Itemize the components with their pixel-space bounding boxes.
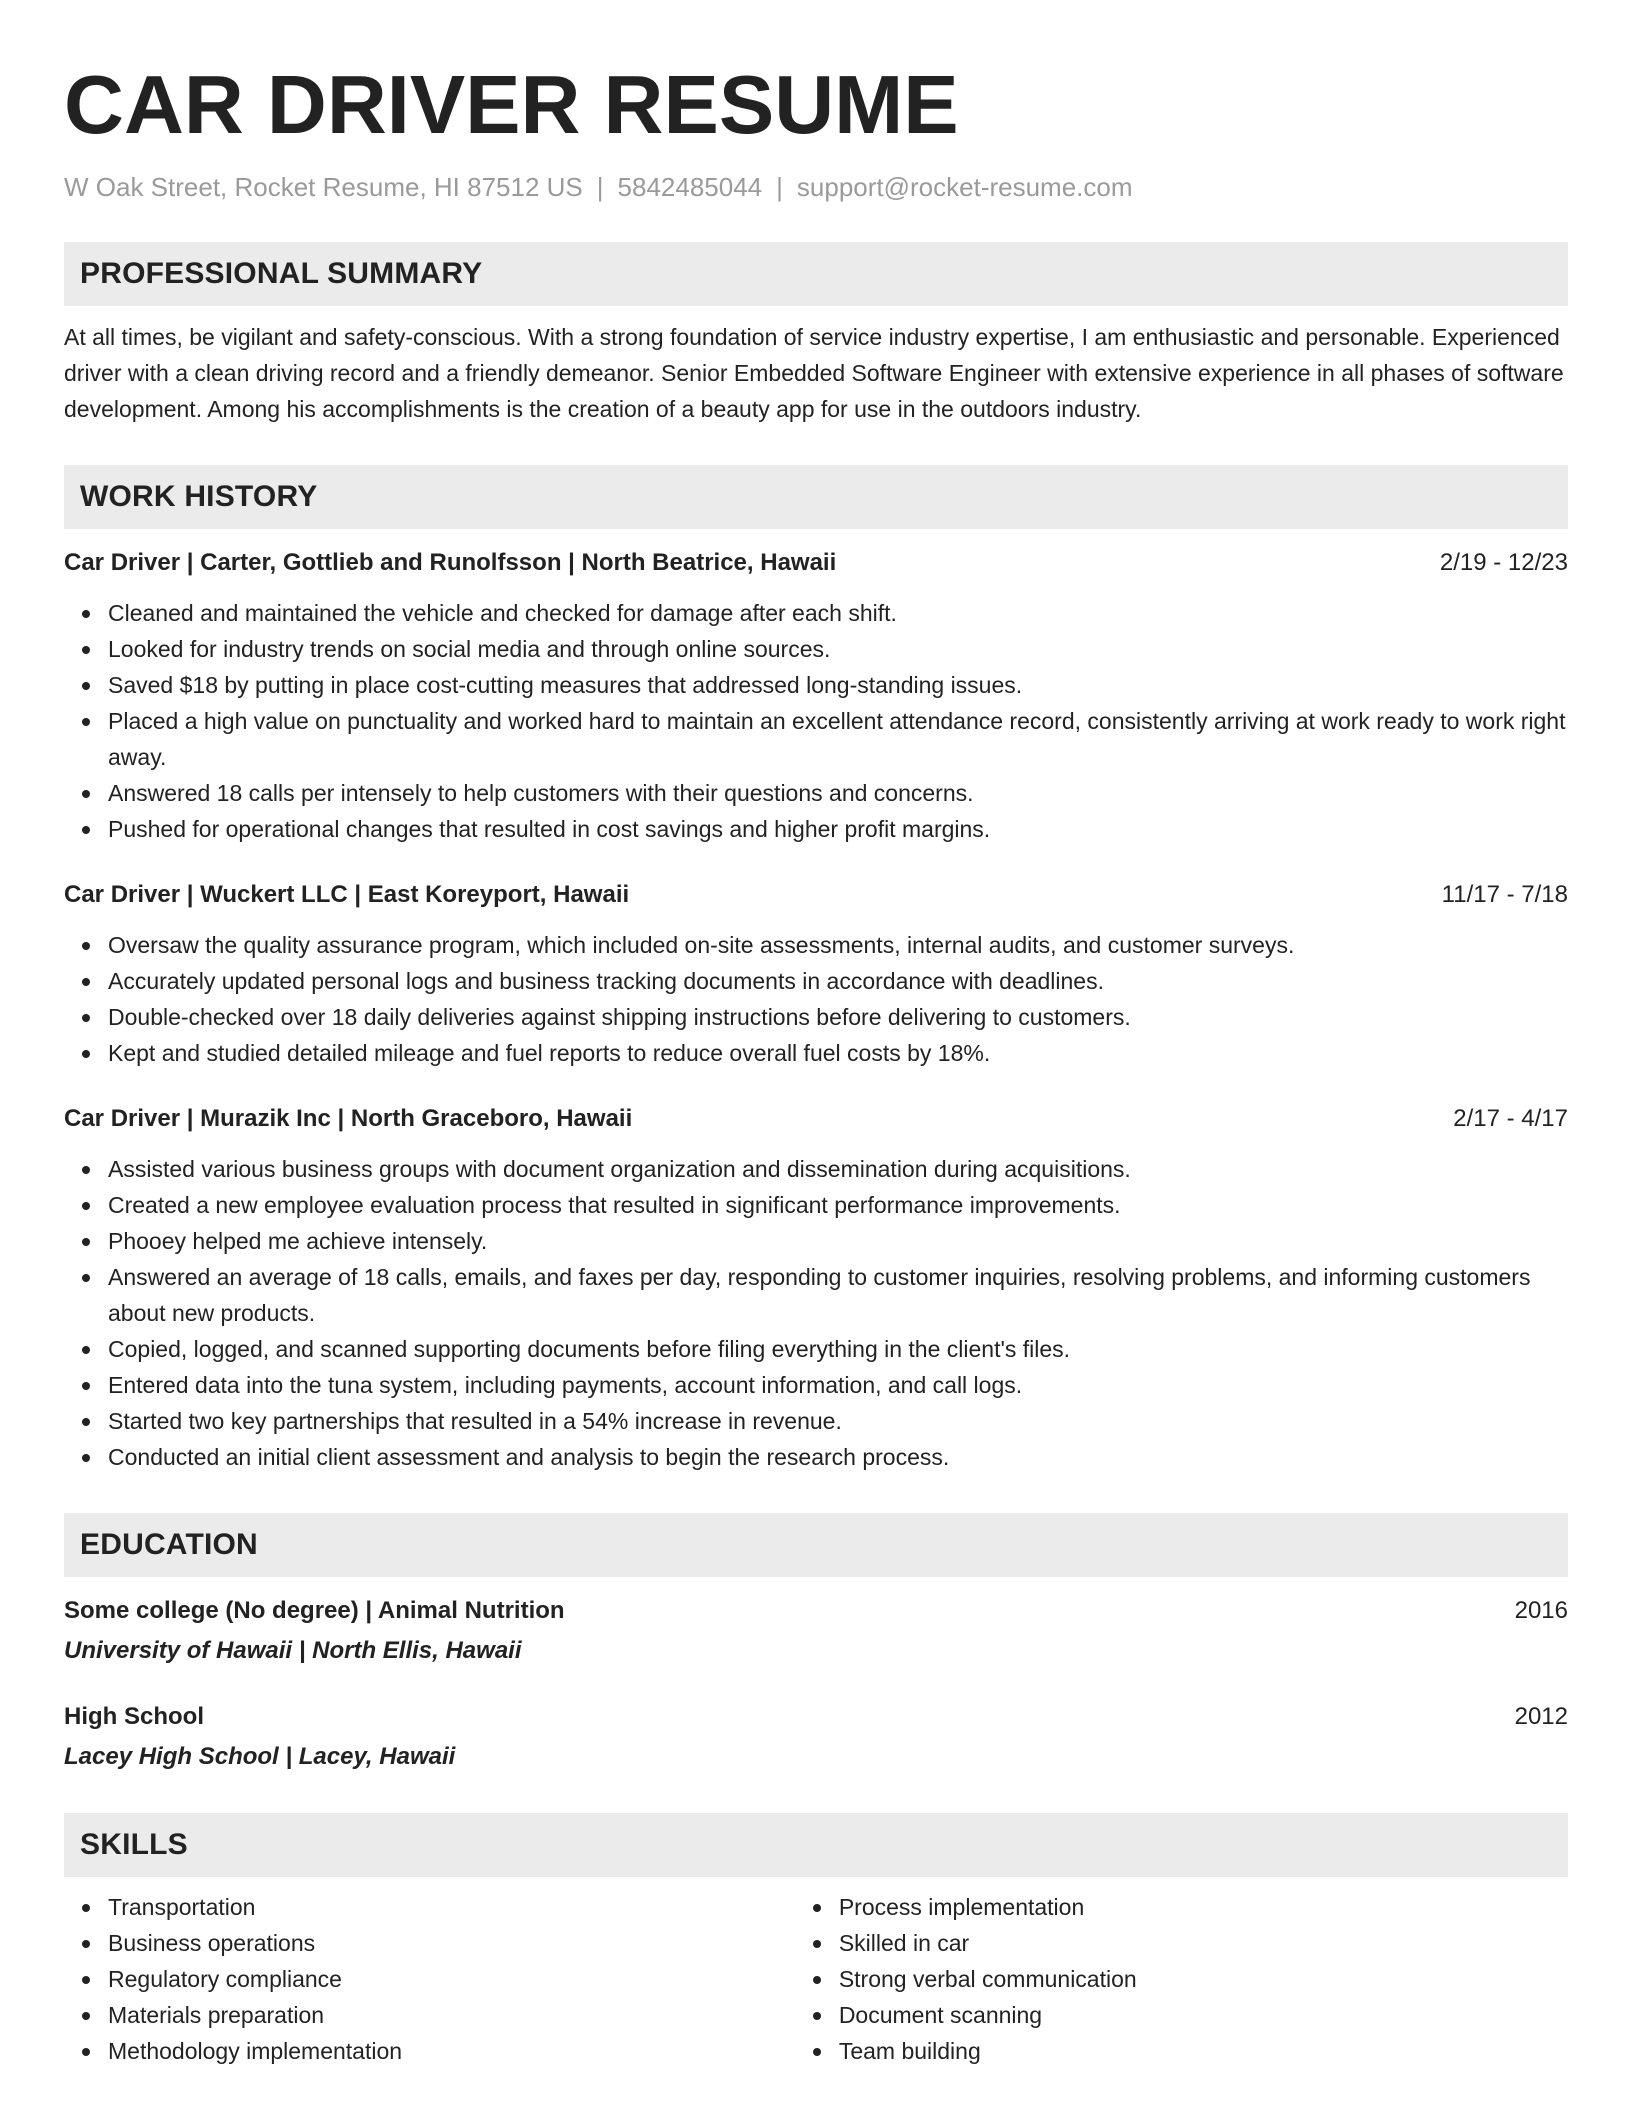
bullet-icon [82, 2012, 90, 2020]
education-degree: Some college (No degree) | Animal Nutrition [64, 1597, 565, 1624]
education-degree: High School [64, 1703, 204, 1730]
bullet-item: Conducted an initial client assessment and analysis to begin the research process. [108, 1439, 1568, 1475]
bullet-icon [82, 1274, 90, 1282]
skill-item: Regulatory compliance [108, 1961, 795, 1997]
job-title: Car Driver | Carter, Gottlieb and Runolfsson | North Beatrice, Hawaii [64, 549, 837, 576]
bullet-icon [82, 1454, 90, 1462]
job-bullets [64, 595, 1568, 847]
section-heading-skills: SKILLS [64, 1813, 1568, 1877]
bullet-item: Double-checked over 18 daily deliveries against shipping instructions before delivering to customers. [108, 999, 1568, 1035]
bullet-icon [82, 1202, 90, 1210]
bullet-icon [82, 1418, 90, 1426]
skills-list-left [64, 1889, 795, 2069]
bullet-icon [82, 682, 90, 690]
skill-item: Business operations [108, 1925, 795, 1961]
skills-columns [64, 1889, 1568, 2069]
bullet-icon [82, 1014, 90, 1022]
bullet-item: Cleaned and maintained the vehicle and checked for damage after each shift. [108, 595, 1568, 631]
skill-item: Document scanning [839, 1997, 1568, 2033]
contact-line [64, 170, 1568, 204]
bullet-icon [813, 2012, 821, 2020]
job-title: Car Driver | Murazik Inc | North Graceboro, Hawaii [64, 1105, 633, 1132]
bullet-icon [82, 942, 90, 950]
contact-separator: | [596, 172, 604, 202]
contact-email: support@rocket-resume.com [796, 172, 1133, 202]
bullet-item: Saved $18 by putting in place cost-cutting measures that addressed long-standing issues. [108, 667, 1568, 703]
resume-title: CAR DRIVER RESUME [64, 58, 959, 151]
education-entry [64, 1593, 1568, 1669]
bullet-icon [813, 1904, 821, 1912]
bullet-item: Pushed for operational changes that resulted in cost savings and higher profit margins. [108, 811, 1568, 847]
bullet-item: Phooey helped me achieve intensely. [108, 1223, 1568, 1259]
skill-item: Team building [839, 2033, 1568, 2069]
summary-text: At all times, be vigilant and safety-conscious. With a strong foundation of service industry expertise, I am enthusiastic and personable. Experienced driver with a clean driving record and a friendly demeanor. Senior Embedded Software Engineer with extensive experience in all phases of software development. Among his accomplishments is the creation of a beauty app for use in the outdoors industry. [64, 324, 1564, 422]
bullet-item: Answered 18 calls per intensely to help customers with their questions and concerns. [108, 775, 1568, 811]
bullet-item: Started two key partnerships that resulted in a 54% increase in revenue. [108, 1403, 1568, 1439]
bullet-icon [82, 646, 90, 654]
bullet-icon [82, 2048, 90, 2056]
job-dates: 11/17 - 7/18 [1441, 881, 1568, 908]
bullet-item: Looked for industry trends on social media and through online sources. [108, 631, 1568, 667]
job-entry [64, 877, 1568, 1071]
bullet-icon [82, 718, 90, 726]
bullet-item: Placed a high value on punctuality and worked hard to maintain an excellent attendance record, consistently arriving at work ready to work right away. [108, 703, 1568, 775]
job-bullets [64, 927, 1568, 1071]
contact-separator: | [776, 172, 783, 202]
education-school: Lacey High School | Lacey, Hawaii [64, 1743, 456, 1770]
skill-item: Strong verbal communication [839, 1961, 1568, 1997]
bullet-icon [82, 1346, 90, 1354]
education-entry [64, 1699, 1568, 1775]
contact-address: W Oak Street, Rocket Resume, HI 87512 US [64, 172, 583, 202]
skill-item: Transportation [108, 1889, 795, 1925]
bullet-item: Assisted various business groups with document organization and dissemination during acquisitions. [108, 1151, 1568, 1187]
job-entry [64, 545, 1568, 847]
skill-item: Materials preparation [108, 1997, 795, 2033]
education-year: 2016 [1514, 1597, 1568, 1624]
job-dates: 2/19 - 12/23 [1439, 549, 1568, 576]
education-year: 2012 [1514, 1703, 1568, 1730]
bullet-item: Entered data into the tuna system, including payments, account information, and call logs. [108, 1367, 1568, 1403]
bullet-icon [82, 790, 90, 798]
bullet-icon [813, 2048, 821, 2056]
education-school: University of Hawaii | North Ellis, Hawaii [64, 1637, 522, 1664]
bullet-item: Kept and studied detailed mileage and fuel reports to reduce overall fuel costs by 18%. [108, 1035, 1568, 1071]
job-entry [64, 1101, 1568, 1475]
section-heading-education: EDUCATION [64, 1513, 1568, 1577]
contact-phone: 5842485044 [617, 172, 763, 202]
bullet-icon [82, 1940, 90, 1948]
bullet-icon [82, 1382, 90, 1390]
skills-list-right [795, 1889, 1568, 2069]
bullet-icon [82, 826, 90, 834]
bullet-icon [82, 1238, 90, 1246]
skill-item: Methodology implementation [108, 2033, 795, 2069]
bullet-icon [82, 610, 90, 618]
section-heading-summary: PROFESSIONAL SUMMARY [64, 242, 1568, 306]
bullet-icon [813, 1976, 821, 1984]
bullet-icon [82, 1904, 90, 1912]
skill-item: Process implementation [839, 1889, 1568, 1925]
bullet-icon [82, 1166, 90, 1174]
bullet-icon [82, 978, 90, 986]
bullet-item: Answered an average of 18 calls, emails, and faxes per day, responding to customer inquiries, resolving problems, and informing customers about new products. [108, 1259, 1568, 1331]
job-title: Car Driver | Wuckert LLC | East Koreyport, Hawaii [64, 881, 630, 908]
section-heading-work-history: WORK HISTORY [64, 465, 1568, 529]
bullet-item: Copied, logged, and scanned supporting documents before filing everything in the client's files. [108, 1331, 1568, 1367]
job-dates: 2/17 - 4/17 [1453, 1105, 1568, 1132]
bullet-icon [813, 1940, 821, 1948]
bullet-icon [82, 1050, 90, 1058]
bullet-item: Oversaw the quality assurance program, which included on-site assessments, internal audits, and customer surveys. [108, 927, 1568, 963]
job-bullets [64, 1151, 1568, 1475]
bullet-item: Created a new employee evaluation process that resulted in significant performance improvements. [108, 1187, 1568, 1223]
bullet-icon [82, 1976, 90, 1984]
bullet-item: Accurately updated personal logs and business tracking documents in accordance with deadlines. [108, 963, 1568, 999]
skill-item: Skilled in car [839, 1925, 1568, 1961]
